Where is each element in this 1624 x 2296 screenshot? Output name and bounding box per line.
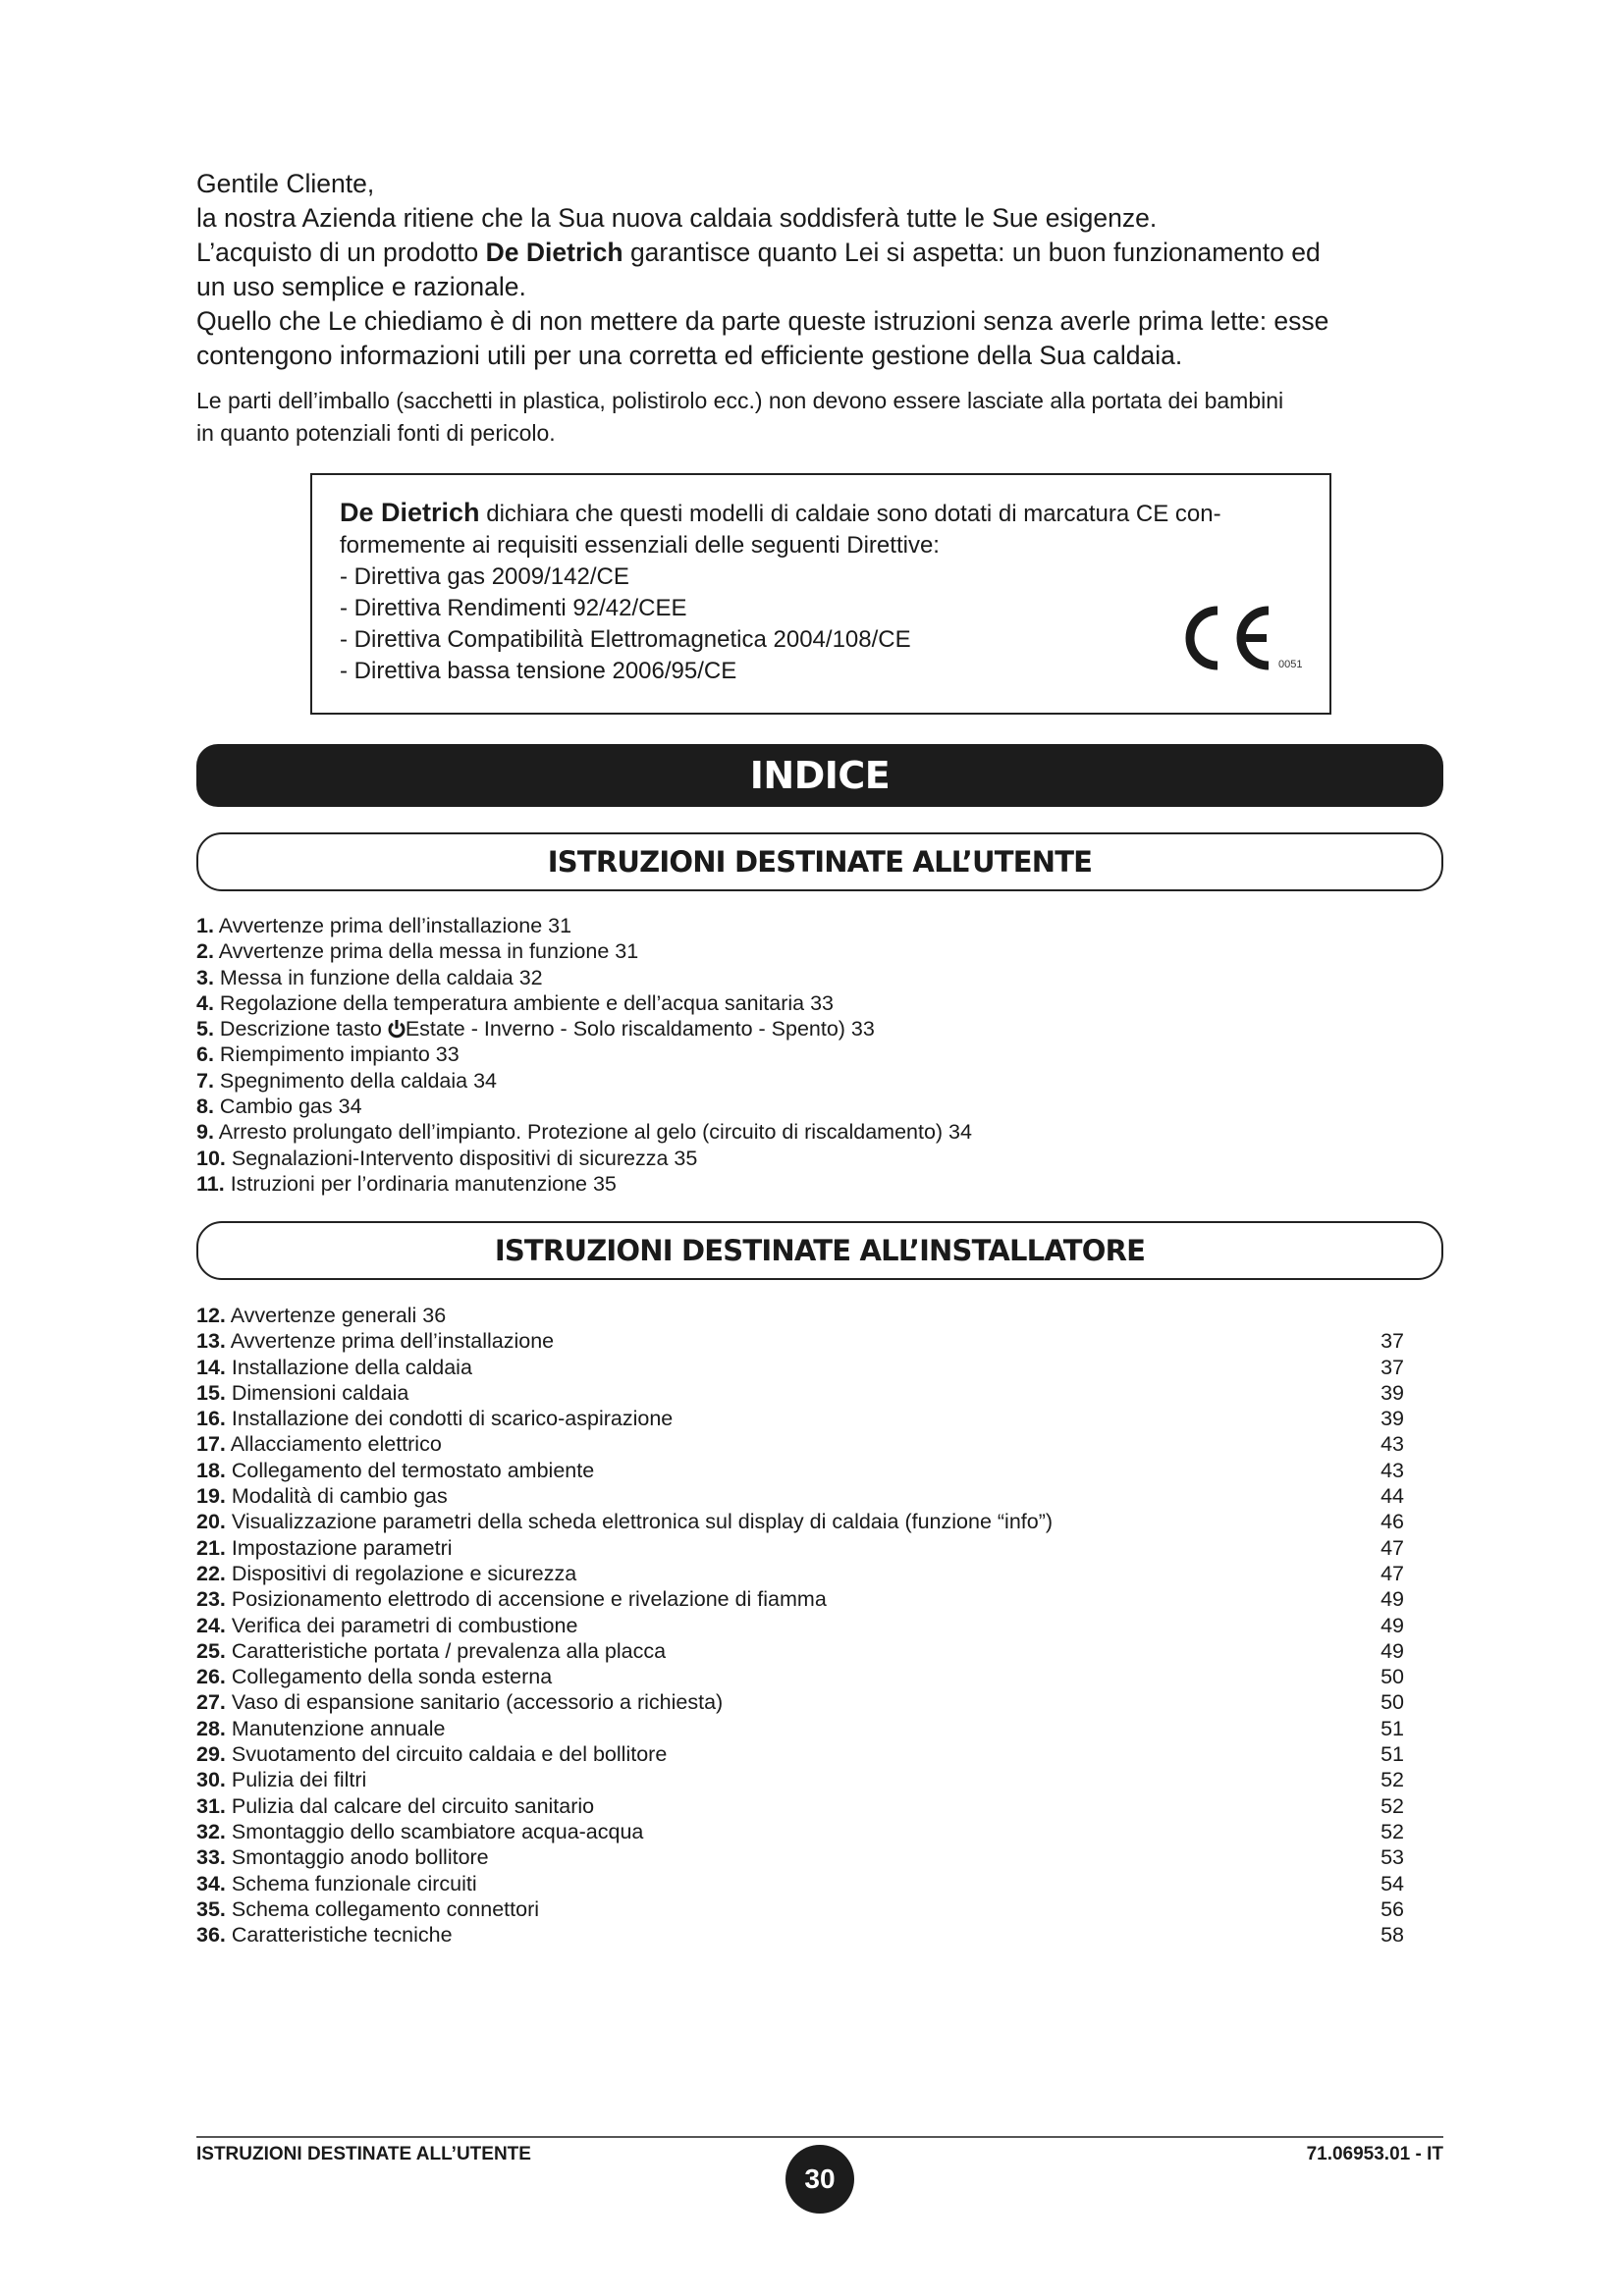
toc-num: 1. xyxy=(196,914,214,937)
toc-num: 28. xyxy=(196,1716,226,1740)
toc-text: Pulizia dei filtri xyxy=(231,1768,367,1792)
power-icon xyxy=(388,1018,406,1040)
toc-text: Collegamento del termostato ambiente xyxy=(231,1458,595,1482)
toc-num: 10. xyxy=(196,1146,226,1170)
toc-page: 56 xyxy=(1380,1896,1404,1921)
toc-item[interactable] xyxy=(196,1844,1404,1870)
toc-item[interactable] xyxy=(196,1406,1404,1431)
toc-item[interactable] xyxy=(196,1613,1404,1638)
toc-text: Estate - Inverno - Solo riscaldamento - Spento) 33 xyxy=(405,1017,875,1041)
toc-item[interactable] xyxy=(196,1355,1404,1380)
toc-num: 16. xyxy=(196,1407,226,1431)
toc-page: 53 xyxy=(1380,1845,1404,1870)
toc-page: 49 xyxy=(1380,1613,1404,1637)
toc-item[interactable] xyxy=(196,1171,1375,1197)
toc-item[interactable] xyxy=(196,1119,1375,1145)
toc-text: Vaso di espansione sanitario (accessorio a richiesta) xyxy=(231,1690,724,1715)
toc-num: 32. xyxy=(196,1819,226,1843)
footer-divider xyxy=(196,2136,1443,2138)
toc-num: 4. xyxy=(196,990,214,1015)
toc-num: 15. xyxy=(196,1380,226,1405)
toc-page: 52 xyxy=(1380,1768,1404,1792)
toc-page: 49 xyxy=(1380,1587,1404,1612)
ce-declaration-box xyxy=(310,473,1331,715)
toc-text: Svuotamento del circuito caldaia e del bollitore xyxy=(231,1742,668,1767)
toc-page: 49 xyxy=(1380,1638,1404,1663)
toc-text: Pulizia dal calcare del circuito sanitario xyxy=(231,1793,595,1818)
toc-num: 6. xyxy=(196,1042,214,1067)
toc-text: Dimensioni caldaia xyxy=(231,1380,409,1405)
toc-text: Avvertenze prima della messa in funzione 31 xyxy=(218,939,639,964)
toc-num: 31. xyxy=(196,1793,226,1818)
toc-text: Caratteristiche portata / prevalenza alla placca xyxy=(231,1638,667,1663)
intro-line: contengono informazioni utili per una corretta ed efficiente gestione della Sua caldaia. xyxy=(196,341,1183,370)
toc-text: Smontaggio dello scambiatore acqua-acqua xyxy=(231,1819,644,1843)
toc-num: 33. xyxy=(196,1845,226,1870)
toc-item[interactable] xyxy=(196,1561,1404,1586)
toc-text: Riempimento impianto 33 xyxy=(219,1042,460,1067)
toc-page: 37 xyxy=(1380,1355,1404,1379)
toc-num: 22. xyxy=(196,1561,226,1585)
footer-section-label: ISTRUZIONI DESTINATE ALL’UTENTE xyxy=(196,2144,531,2164)
toc-item[interactable] xyxy=(196,1483,1404,1509)
ce-declaration-text xyxy=(340,497,1302,530)
toc-num: 23. xyxy=(196,1587,226,1612)
toc-item[interactable] xyxy=(196,1431,1404,1457)
toc-text: Segnalazioni-Intervento dispositivi di sicurezza 35 xyxy=(231,1146,698,1170)
toc-num: 26. xyxy=(196,1665,226,1689)
toc-text: Caratteristiche tecniche xyxy=(231,1923,453,1948)
toc-text: Regolazione della temperatura ambiente e dell’acqua sanitaria 33 xyxy=(219,990,835,1015)
toc-page: 44 xyxy=(1380,1484,1404,1509)
toc-page: 52 xyxy=(1380,1793,1404,1818)
toc-page: 47 xyxy=(1380,1561,1404,1585)
toc-num: 35. xyxy=(196,1896,226,1921)
toc-page: 46 xyxy=(1380,1510,1404,1534)
brand-name: De Dietrich xyxy=(485,238,623,267)
toc-page: 39 xyxy=(1380,1380,1404,1405)
toc-item[interactable] xyxy=(196,1871,1404,1896)
toc-page: 47 xyxy=(1380,1535,1404,1560)
toc-text: Smontaggio anodo bollitore xyxy=(231,1845,489,1870)
toc-item[interactable] xyxy=(196,1767,1404,1792)
intro-line: un uso semplice e razionale. xyxy=(196,272,526,301)
toc-text: Installazione della caldaia xyxy=(231,1355,472,1379)
toc-text: Spegnimento della caldaia 34 xyxy=(219,1068,498,1093)
toc-item[interactable] xyxy=(196,913,1375,938)
toc-item[interactable] xyxy=(196,1741,1404,1767)
toc-item[interactable] xyxy=(196,1016,1375,1041)
toc-item[interactable] xyxy=(196,1328,1404,1354)
toc-item[interactable] xyxy=(196,1380,1404,1406)
toc-num: 19. xyxy=(196,1484,226,1509)
intro-line: la nostra Azienda ritiene che la Sua nuova caldaia soddisferà tutte le Sue esigenze. xyxy=(196,203,1158,233)
toc-item[interactable] xyxy=(196,1689,1404,1715)
toc-item[interactable] xyxy=(196,1303,1375,1328)
toc-page: 51 xyxy=(1380,1742,1404,1767)
toc-text: Schema collegamento connettori xyxy=(231,1896,540,1921)
toc-item[interactable] xyxy=(196,1664,1404,1689)
installer-section-title: ISTRUZIONI DESTINATE ALL’INSTALLATORE xyxy=(196,1221,1443,1280)
intro-text: L’acquisto di un prodotto xyxy=(196,238,486,267)
toc-page: 39 xyxy=(1380,1407,1404,1431)
toc-item[interactable] xyxy=(196,1041,1375,1067)
toc-page: 50 xyxy=(1380,1690,1404,1715)
intro-line xyxy=(196,236,1453,270)
toc-page: 54 xyxy=(1380,1871,1404,1896)
toc-text: Posizionamento elettrodo di accensione e rivelazione di fiamma xyxy=(231,1587,827,1612)
toc-text: Installazione dei condotti di scarico-aspirazione xyxy=(231,1407,674,1431)
declaration-text: dichiara che questi modelli di caldaie sono dotati di marcatura CE con- xyxy=(479,501,1221,527)
ce-mark-icon xyxy=(1170,599,1308,677)
toc-num: 11. xyxy=(196,1171,225,1196)
toc-text: Allacciamento elettrico xyxy=(230,1432,442,1457)
toc-item[interactable] xyxy=(196,1094,1375,1119)
intro-text: garantisce quanto Lei si aspetta: un buon funzionamento ed xyxy=(623,238,1321,267)
toc-item[interactable] xyxy=(196,1509,1404,1534)
brand-name: De Dietrich xyxy=(340,498,480,527)
toc-item[interactable] xyxy=(196,990,1375,1016)
toc-num: 27. xyxy=(196,1690,226,1715)
directive-item: - Direttiva Rendimenti 92/42/CEE xyxy=(340,595,687,621)
toc-item[interactable] xyxy=(196,1535,1404,1561)
toc-item[interactable] xyxy=(196,1068,1375,1094)
toc-num: 12. xyxy=(196,1304,226,1327)
toc-text: Avvertenze prima dell’installazione 31 xyxy=(218,914,572,937)
installer-toc-list xyxy=(196,1303,1404,1948)
user-section-title: ISTRUZIONI DESTINATE ALL’UTENTE xyxy=(196,832,1443,891)
intro-block xyxy=(196,167,1453,450)
toc-item[interactable] xyxy=(196,1458,1404,1483)
toc-num: 18. xyxy=(196,1458,226,1482)
toc-num: 20. xyxy=(196,1510,226,1534)
toc-num: 3. xyxy=(196,965,214,989)
toc-item[interactable] xyxy=(196,1922,1404,1948)
toc-text: Messa in funzione della caldaia 32 xyxy=(219,965,543,989)
toc-num: 14. xyxy=(196,1355,226,1379)
toc-num: 13. xyxy=(196,1329,226,1354)
toc-item[interactable] xyxy=(196,1638,1404,1664)
user-toc-list xyxy=(196,913,1375,1197)
toc-item[interactable] xyxy=(196,938,1375,964)
toc-num: 21. xyxy=(196,1535,226,1560)
ce-code: 0051 xyxy=(1278,659,1303,670)
directive-item: - Direttiva Compatibilità Elettromagnetica 2004/108/CE xyxy=(340,626,911,653)
toc-page: 50 xyxy=(1380,1665,1404,1689)
warning-text: in quanto potenziali fonti di pericolo. xyxy=(196,420,556,446)
toc-item[interactable] xyxy=(196,1819,1404,1844)
index-title: INDICE xyxy=(196,744,1443,807)
toc-text: Dispositivi di regolazione e sicurezza xyxy=(231,1561,577,1585)
toc-num: 36. xyxy=(196,1923,226,1948)
toc-item[interactable] xyxy=(196,1586,1404,1612)
toc-item[interactable] xyxy=(196,1896,1404,1922)
toc-num: 34. xyxy=(196,1871,226,1896)
toc-item[interactable] xyxy=(196,1146,1375,1171)
toc-num: 5. xyxy=(196,1017,214,1041)
toc-item[interactable] xyxy=(196,1716,1404,1741)
toc-num: 30. xyxy=(196,1768,226,1792)
toc-page: 51 xyxy=(1380,1716,1404,1740)
page-number: 30 xyxy=(785,2145,854,2214)
toc-item[interactable] xyxy=(196,1793,1404,1819)
document-code: 71.06953.01 - IT xyxy=(1306,2144,1443,2164)
toc-page: 58 xyxy=(1380,1923,1404,1948)
ce-declaration-text: formemente ai requisiti essenziali delle seguenti Direttive: xyxy=(340,532,940,559)
toc-item[interactable] xyxy=(196,965,1375,990)
toc-page: 37 xyxy=(1380,1329,1404,1354)
warning-text: Le parti dell’imballo (sacchetti in plastica, polistirolo ecc.) non devono essere lasciate alla portata dei bambini xyxy=(196,388,1284,413)
toc-text: Verifica dei parametri di combustione xyxy=(231,1613,578,1637)
toc-num: 29. xyxy=(196,1742,226,1767)
toc-num: 7. xyxy=(196,1068,214,1093)
toc-num: 25. xyxy=(196,1638,226,1663)
toc-text: Manutenzione annuale xyxy=(231,1716,446,1740)
toc-num: 24. xyxy=(196,1613,226,1637)
toc-page: 43 xyxy=(1380,1458,1404,1482)
toc-text: Arresto prolungato dell’impianto. Protezione al gelo (circuito di riscaldamento) 34 xyxy=(218,1120,972,1145)
toc-page: 52 xyxy=(1380,1819,1404,1843)
toc-text: Avvertenze prima dell’installazione xyxy=(230,1329,555,1354)
directive-item: - Direttiva bassa tensione 2006/95/CE xyxy=(340,658,737,684)
toc-text: Istruzioni per l’ordinaria manutenzione 35 xyxy=(230,1171,617,1196)
toc-page: 43 xyxy=(1380,1432,1404,1457)
toc-text: Schema funzionale circuiti xyxy=(231,1871,477,1896)
toc-text: Impostazione parametri xyxy=(231,1535,453,1560)
toc-num: 9. xyxy=(196,1120,214,1145)
toc-text: Descrizione tasto xyxy=(219,1017,388,1041)
toc-text: Visualizzazione parametri della scheda elettronica sul display di caldaia (funzione “info”) xyxy=(231,1510,1054,1534)
directive-item: - Direttiva gas 2009/142/CE xyxy=(340,563,629,590)
toc-text: Cambio gas 34 xyxy=(219,1095,362,1119)
toc-text: Modalità di cambio gas xyxy=(231,1484,448,1509)
toc-num: 17. xyxy=(196,1432,226,1457)
greeting: Gentile Cliente, xyxy=(196,169,375,198)
packaging-warning xyxy=(196,385,1453,450)
toc-num: 2. xyxy=(196,939,214,964)
intro-line: Quello che Le chiediamo è di non mettere da parte queste istruzioni senza averle prima lette: esse xyxy=(196,306,1329,336)
toc-text: Avvertenze generali 36 xyxy=(230,1304,447,1327)
toc-num: 8. xyxy=(196,1095,214,1119)
toc-text: Collegamento della sonda esterna xyxy=(231,1665,553,1689)
